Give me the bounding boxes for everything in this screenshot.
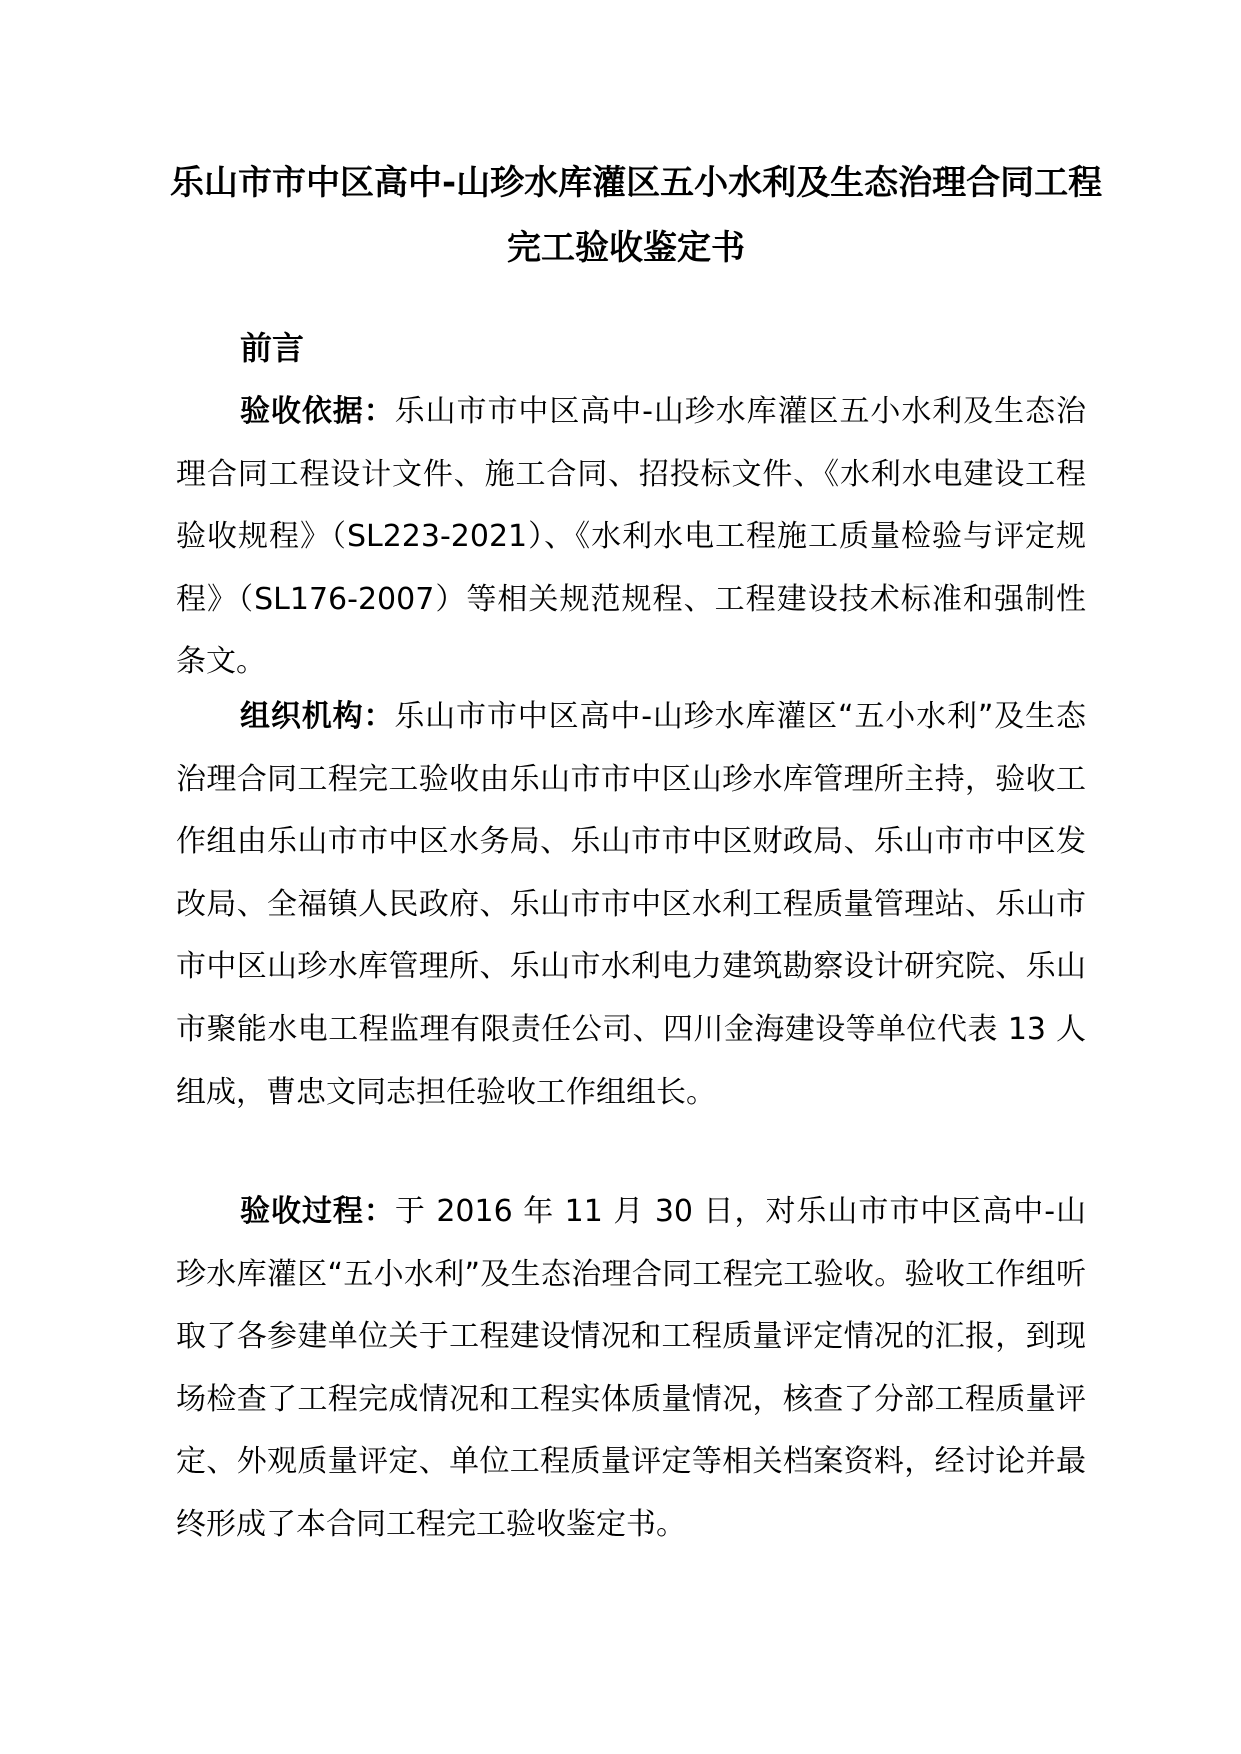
document-title-line-2: 完工验收鉴定书 [507,228,745,268]
paragraph-organization [176,686,1086,1124]
paragraph-acceptance-process [176,1181,1086,1557]
paragraph-text: 于 2016 年 11 月 30 日，对乐山市市中区高中-山珍水库灌区“五小水利”及生态治理合同工程完工验收。验收工作组听取了各参建单位关于工程建设情况和工程质量评定情况的汇报，到现场检查了工程完成情况和工程实体质量情况，核查了分部工程质量评定、外观质量评定、单位工程质量评定等相关档案资料，经讨论并最终形成了本合同工程完工验收鉴定书。 [176,1194,1086,1542]
paragraph-label: 验收依据： [240,394,395,429]
document-title-line-1: 乐山市市中区高中-山珍水库灌区五小水利及生态治理合同工程 [170,163,1103,203]
paragraph-acceptance-basis [176,381,1086,694]
paragraph-label: 验收过程： [240,1194,395,1229]
section-heading-preface: 前言 [240,329,305,367]
paragraph-text: 乐山市市中区高中-山珍水库灌区五小水利及生态治理合同工程设计文件、施工合同、招投标文件、《水利水电建设工程验收规程》（SL223-2021）、《水利水电工程施工质量检验与评定规程》（SL176-2007）等相关规范规程、工程建设技术标准和强制性条文。 [176,394,1087,680]
paragraph-label: 组织机构： [240,699,395,734]
paragraph-text: 乐山市市中区高中-山珍水库灌区“五小水利”及生态治理合同工程完工验收由乐山市市中区山珍水库管理所主持，验收工作组由乐山市市中区水务局、乐山市市中区财政局、乐山市市中区发改局、全福镇人民政府、乐山市市中区水利工程质量管理站、乐山市市中区山珍水库管理所、乐山市水利电力建筑勘察设计研究院、乐山市聚能水电工程监理有限责任公司、四川金海建设等单位代表 13 人组成，曹忠文同志担任验收工作组组长。 [176,699,1086,1110]
